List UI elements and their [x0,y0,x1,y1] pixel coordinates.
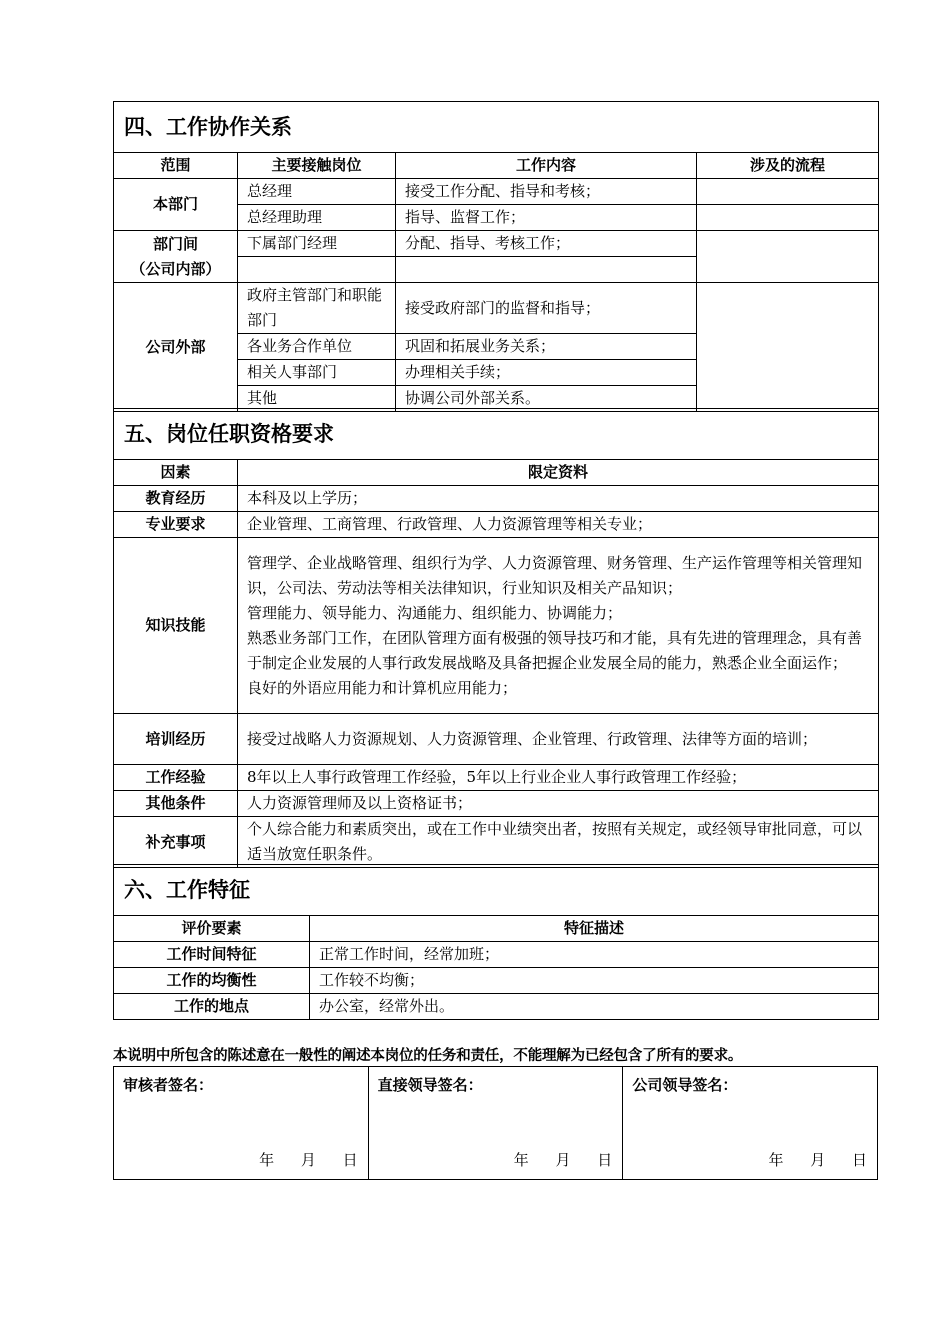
signature-cell-company-leader[interactable] [623,1067,878,1180]
work-content-cell: 分配、指导、考核工作； [396,231,697,257]
signature-label: 审核者签名： [123,1076,214,1094]
header-process: 涉及的流程 [697,153,879,179]
signature-cell-reviewer[interactable] [114,1067,369,1180]
qualification-text: 企业管理、工商管理、行政管理、人力资源管理等相关专业； [238,512,879,538]
header-scope: 范围 [114,153,238,179]
evaluation-factor-label: 工作时间特征 [114,942,310,968]
knowledge-para-2: 管理能力、领导能力、沟通能力、组织能力、协调能力； [247,603,623,622]
contact-post-cell: 其他 [238,386,396,412]
factor-label: 补充事项 [114,817,238,868]
header-evaluation-factor: 评价要素 [114,916,310,942]
evaluation-factor-label: 工作的均衡性 [114,968,310,994]
factor-label: 专业要求 [114,512,238,538]
qualification-text-block [238,538,879,714]
factor-label: 知识技能 [114,538,238,714]
factor-label: 工作经验 [114,765,238,791]
header-qualification: 限定资料 [238,460,879,486]
signature-date: 年 月 日 [259,1151,358,1169]
knowledge-para-4: 良好的外语应用能力和计算机应用能力； [247,678,518,697]
section-5-table [113,408,879,868]
work-content-cell: 接受工作分配、指导和考核； [396,179,697,205]
contact-post-cell: 下属部门经理 [238,231,396,257]
factor-label: 培训经历 [114,714,238,765]
contact-post-cell: 相关人事部门 [238,360,396,386]
qualification-text: 8年以上人事行政管理工作经验，5年以上行业企业人事行政管理工作经验； [238,765,879,791]
signature-label: 直接领导签名： [377,1076,483,1094]
scope-inter-label-line1: 部门间 [152,234,198,253]
scope-dept-label: 本部门 [114,179,238,231]
feature-desc-text: 工作较不均衡； [310,968,879,994]
work-content-cell: 办理相关手续； [396,360,697,386]
section-6-title: 六、工作特征 [114,865,879,916]
qualification-text: 人力资源管理师及以上资格证书； [238,791,879,817]
header-work-content: 工作内容 [396,153,697,179]
signature-label: 公司领导签名： [632,1076,738,1094]
process-cell [697,283,879,412]
signature-date: 年 月 日 [768,1151,867,1169]
contact-post-cell [238,257,396,283]
factor-label: 教育经历 [114,486,238,512]
section-5-title: 五、岗位任职资格要求 [114,409,879,460]
knowledge-para-1: 管理学、企业战略管理、组织行为学、人力资源管理、财务管理、生产运作管理等相关管理知识，公司法、劳动法等相关法律知识，行业知识及相关产品知识； [247,553,863,597]
process-cell [697,205,879,231]
contact-post-cell: 政府主管部门和职能部门 [238,283,396,334]
work-content-cell: 接受政府部门的监督和指导； [396,283,697,334]
scope-external-label: 公司外部 [114,283,238,412]
work-content-cell: 协调公司外部关系。 [396,386,697,412]
signature-cell-direct-leader[interactable] [368,1067,623,1180]
feature-desc-text: 正常工作时间，经常加班； [310,942,879,968]
knowledge-para-3: 熟悉业务部门工作，在团队管理方面有极强的领导技巧和才能，具有先进的管理理念，具有善于制定企业发展的人事行政发展战略及具备把握企业发展全局的能力，熟悉企业全面运作； [247,628,863,672]
disclaimer-note: 本说明中所包含的陈述意在一般性的阐述本岗位的任务和责任，不能理解为已经包含了所有的要求。 [113,1048,743,1064]
contact-post-cell: 总经理 [238,179,396,205]
section-6-table [113,864,879,1020]
process-cell [697,231,879,283]
factor-label: 其他条件 [114,791,238,817]
section-4-title: 四、工作协作关系 [114,102,879,153]
feature-desc-text: 办公室，经常外出。 [310,994,879,1020]
contact-post-cell: 各业务合作单位 [238,334,396,360]
signature-table [113,1066,878,1180]
qualification-text: 个人综合能力和素质突出，或在工作中业绩突出者，按照有关规定，或经领导审批同意，可以适当放宽任职条件。 [238,817,879,868]
section-4-table [113,101,879,412]
qualification-text: 本科及以上学历； [238,486,879,512]
qualification-text: 接受过战略人力资源规划、人力资源管理、企业管理、行政管理、法律等方面的培训； [238,714,879,765]
contact-post-cell: 总经理助理 [238,205,396,231]
scope-inter-label-line2: （公司内部） [130,259,221,278]
header-feature-desc: 特征描述 [310,916,879,942]
evaluation-factor-label: 工作的地点 [114,994,310,1020]
header-factor: 因素 [114,460,238,486]
header-contact-post: 主要接触岗位 [238,153,396,179]
signature-date: 年 月 日 [513,1151,613,1169]
work-content-cell: 指导、监督工作； [396,205,697,231]
work-content-cell: 巩固和拓展业务关系； [396,334,697,360]
process-cell [697,179,879,205]
work-content-cell [396,257,697,283]
scope-inter-dept-label [114,231,238,283]
